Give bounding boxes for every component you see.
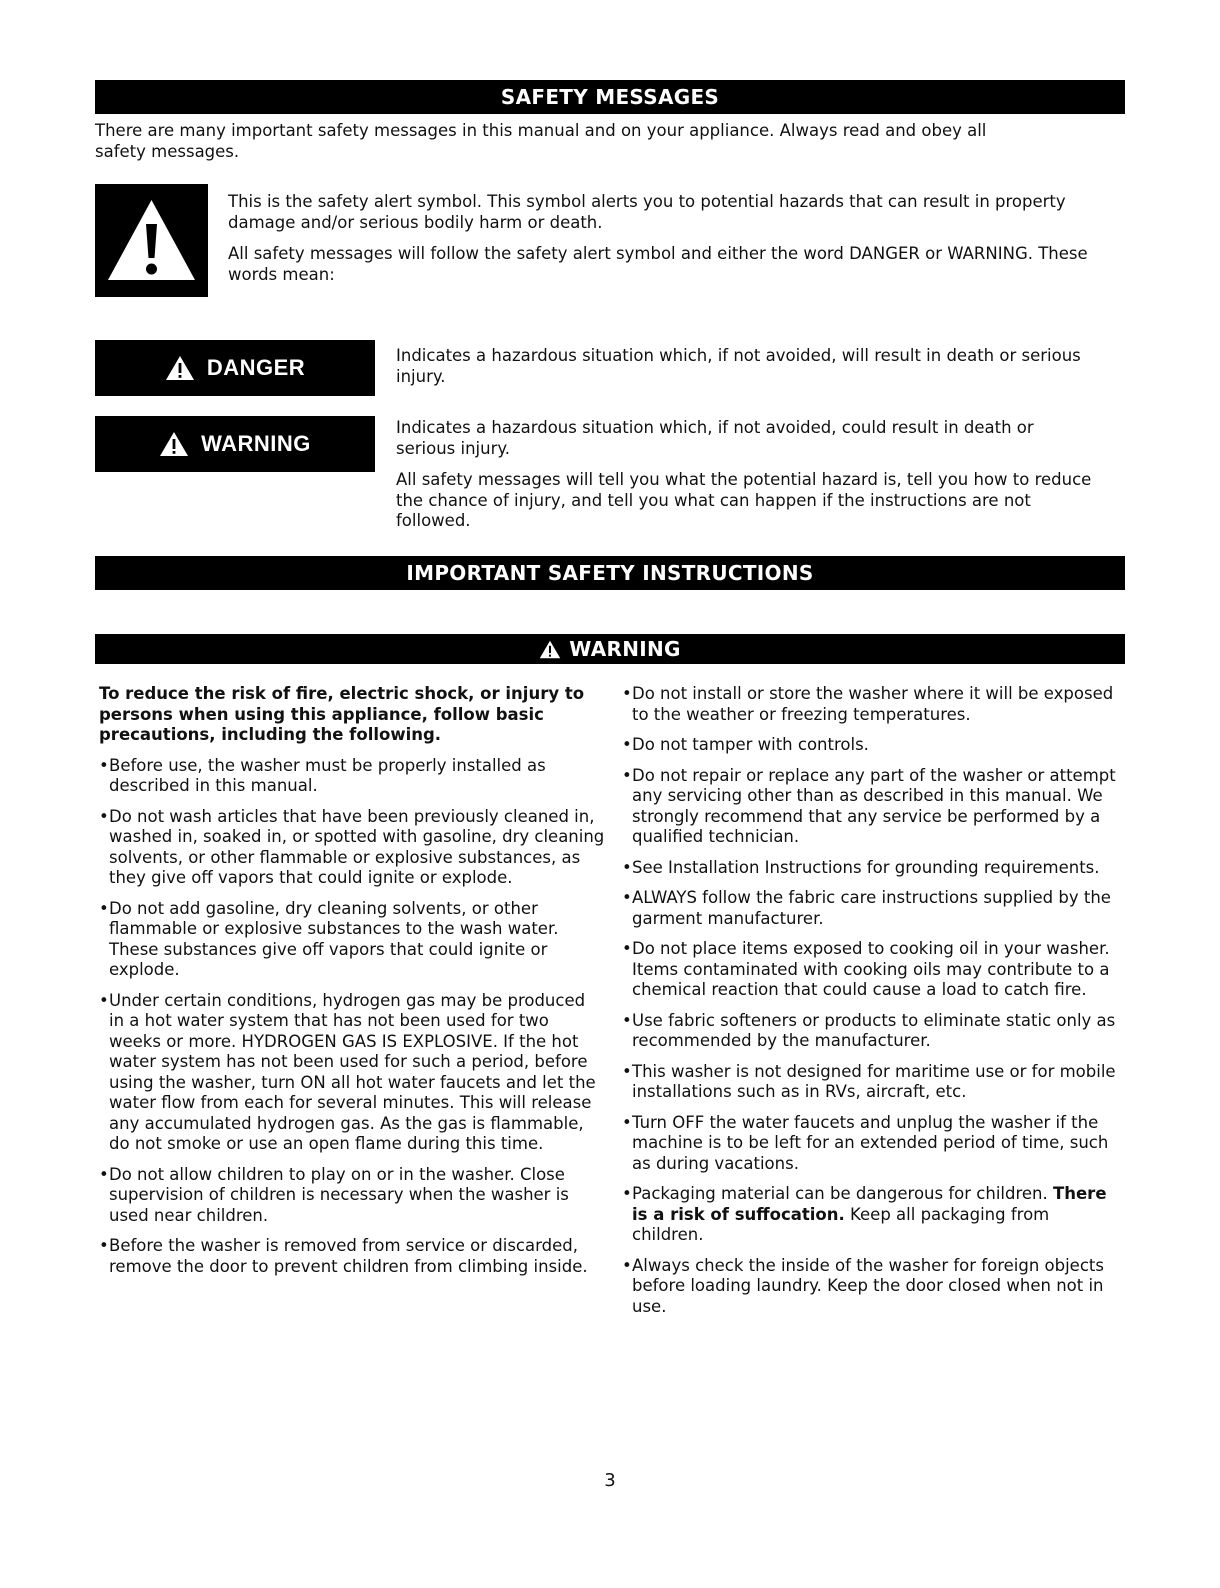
list-item: •Before the washer is removed from service or discarded, remove the door to prevent children from climbing inside. [99,1236,588,1276]
safety-symbol-text-2: All safety messages will follow the safety alert symbol and either the word DANGER or WARNING. These words mean: [228,244,1088,284]
safety-alert-triangle-icon [95,184,208,297]
danger-description: Indicates a hazardous situation which, if not avoided, will result in death or serious injury. [396,346,1081,386]
warning-triangle-icon [539,640,561,659]
warning-signal-box [95,416,375,472]
list-item: •Do not allow children to play on or in the washer. Close supervision of children is necessary when the washer is used near children. [99,1164,569,1225]
list-item: •Do not install or store the washer where it will be exposed to the weather or freezing temperatures. [622,684,1114,724]
warning-triangle-icon [159,431,189,457]
list-item: •This washer is not designed for maritime use or for mobile installations such as in RVs, aircraft, etc. [622,1061,1116,1101]
suffocation-warning: There is a risk of suffocation. [632,1184,1107,1224]
page-number: 3 [604,1470,616,1491]
list-item: •Under certain conditions, hydrogen gas may be produced in a hot water system that has not been used for two weeks or more. HYDROGEN GAS IS EXPLOSIVE. If the hot water system has not been used for such a period, before using the washer, turn ON all hot water faucets and let the water flow from each for several minutes. This will release any accumulated hydrogen gas. As the gas is flammable, do not smoke or use an open flame during this time. [99,990,596,1153]
safety-alert-symbol [95,184,208,297]
instructions-right-column [618,684,1118,1327]
list-item: •Do not repair or replace any part of the washer or attempt any servicing other than as described in this manual. We strongly recommend that any service be performed by a qualified technician. [622,765,1116,846]
danger-signal-box [95,340,375,396]
warning-header-bar [95,634,1125,664]
list-item: •Do not place items exposed to cooking oil in your washer. Items contaminated with cooking oils may contribute to a chemical reaction that could cause a load to catch fire. [622,939,1110,999]
list-item: •Before use, the washer must be properly installed as described in this manual. [99,755,546,795]
warning-header-label: WARNING [569,637,681,661]
list-item: •ALWAYS follow the fabric care instructions supplied by the garment manufacturer. [622,888,1111,928]
instructions-left-column [95,684,605,1287]
important-safety-instructions-header: IMPORTANT SAFETY INSTRUCTIONS [95,556,1125,590]
list-item: •Always check the inside of the washer for foreign objects before loading laundry. Keep the door closed when not in use. [622,1255,1104,1316]
list-item: •Do not add gasoline, dry cleaning solvents, or other flammable or explosive substances to the wash water. These substances give off vapors that could ignite or explode. [99,898,559,979]
list-item: •Do not tamper with controls. [622,735,869,754]
safety-intro: There are many important safety messages in this manual and on your appliance. Always read and obey all safety messages. [95,121,987,161]
warning-triangle-icon [165,355,195,381]
warning-label: WARNING [201,431,311,456]
danger-label: DANGER [206,355,306,380]
instructions-lead: To reduce the risk of fire, electric shock, or injury to persons when using this appliance, follow basic precautions, including the following. [99,684,585,744]
all-messages-text: All safety messages will tell you what the potential hazard is, tell you how to reduce the chance of injury, and tell you what can happen if the instructions are not followed. [396,470,1092,530]
list-item: •Do not wash articles that have been previously cleaned in, washed in, soaked in, or spotted with gasoline, dry cleaning solvents, or other flammable or explosive substances, as they give off vapors that could ignite or explode. [99,806,605,887]
list-item: •See Installation Instructions for grounding requirements. [622,857,1100,877]
list-item-packaging: •Packaging material can be dangerous for children. There is a risk of suffocation. Keep all packaging from children. [622,1184,1107,1244]
list-item: •Use fabric softeners or products to eliminate static only as recommended by the manufacturer. [622,1010,1116,1050]
safety-messages-header: SAFETY MESSAGES [95,80,1125,114]
list-item: •Turn OFF the water faucets and unplug the washer if the machine is to be left for an extended period of time, such as during vacations. [622,1112,1109,1173]
warning-description: Indicates a hazardous situation which, if not avoided, could result in death or serious injury. [396,418,1034,458]
safety-symbol-text-1: This is the safety alert symbol. This symbol alerts you to potential hazards that can result in property damage and/or serious bodily harm or death. [228,192,1066,232]
